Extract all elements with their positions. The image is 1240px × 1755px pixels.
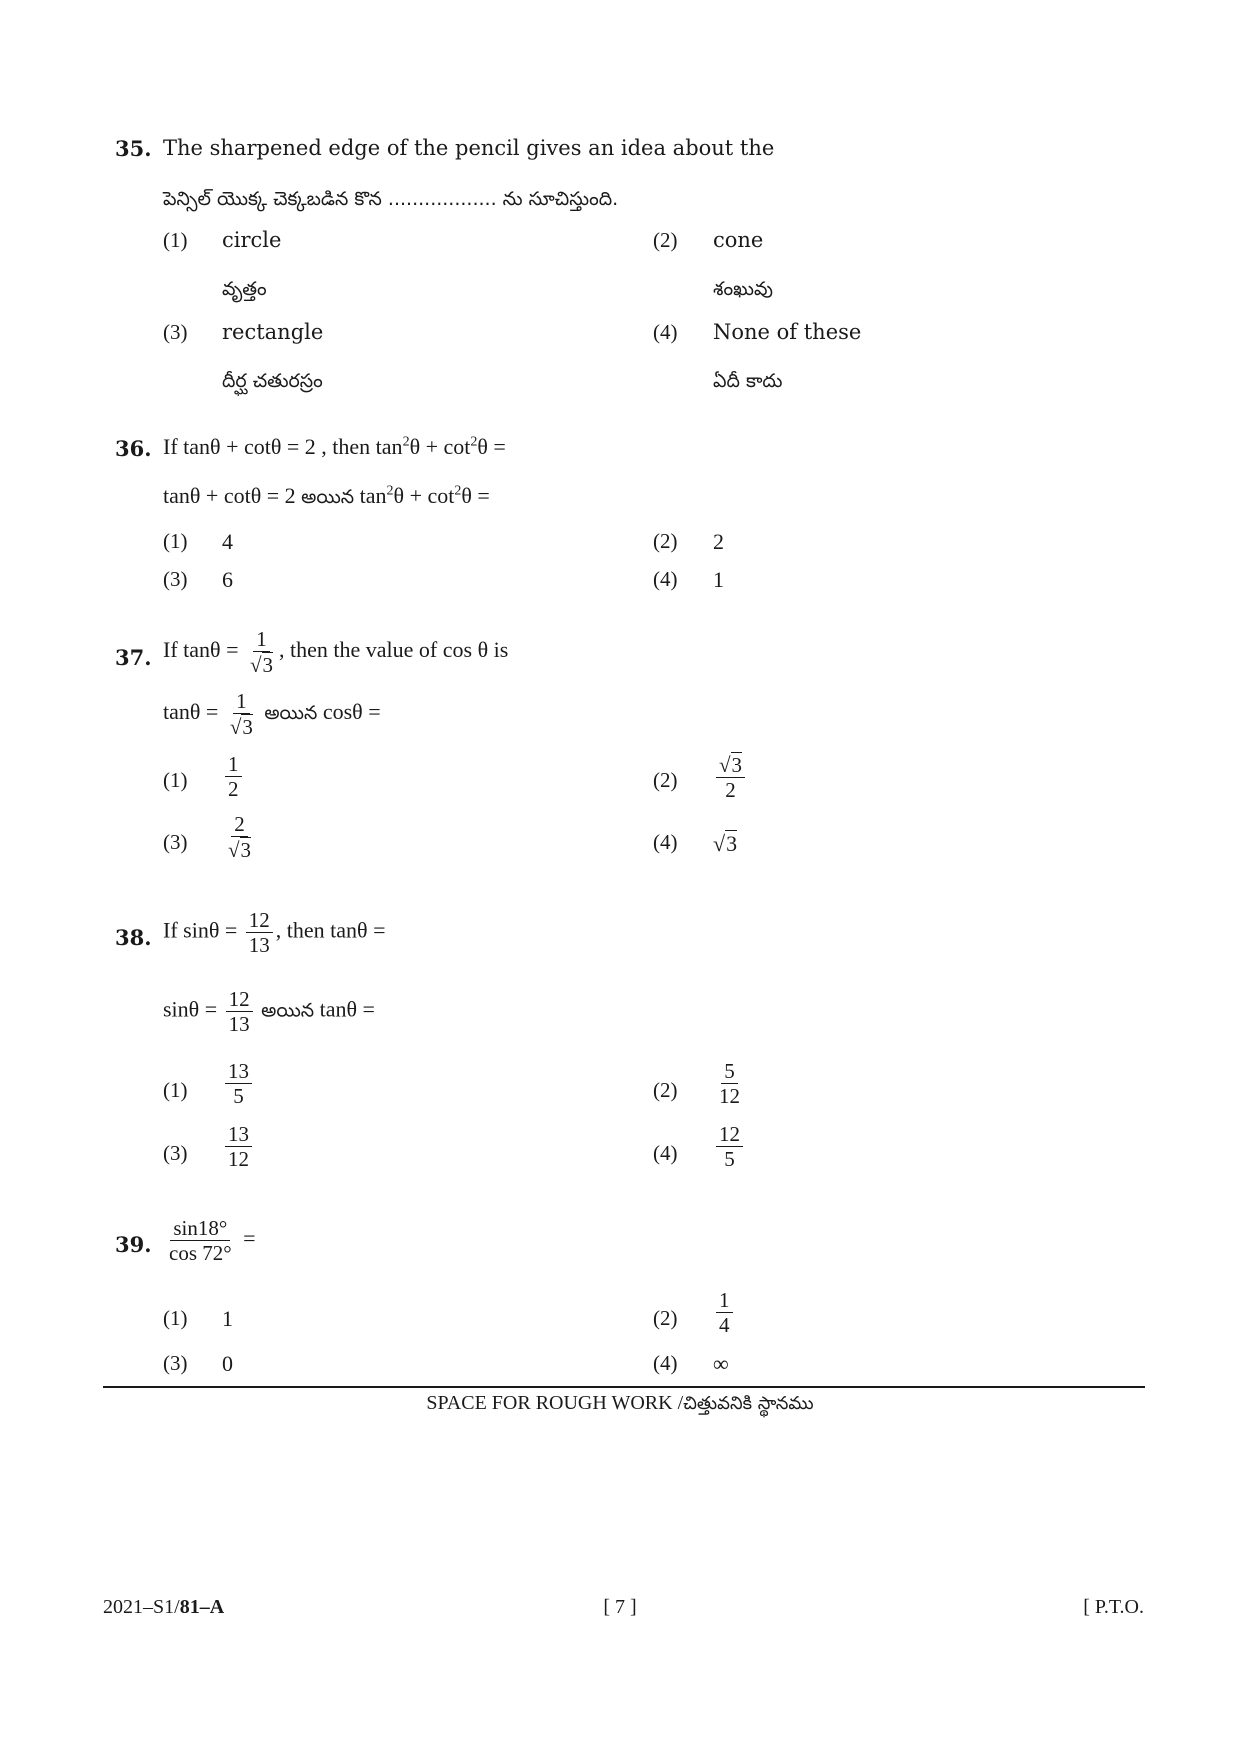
fraction [227, 689, 256, 739]
sqrt [250, 652, 273, 677]
fraction [225, 1122, 252, 1171]
question-number: 35. [115, 136, 152, 161]
option-number: (2) [653, 1078, 678, 1102]
fraction-denominator: 5 [724, 1147, 735, 1172]
fraction-numerator: 12 [246, 908, 273, 933]
option-value: 0 [222, 1351, 233, 1376]
option-number: (4) [653, 567, 678, 591]
option-value [222, 1122, 255, 1171]
superscript: 2 [470, 434, 478, 450]
option-number: (1) [163, 768, 188, 792]
rough-work-label [0, 1392, 1240, 1418]
option-number: (2) [653, 768, 678, 792]
sqrt-sign: √ [228, 838, 240, 863]
sqrt-radicand: 3 [242, 715, 253, 740]
option-text-te: ఏదీ కాదు [713, 370, 783, 392]
fraction [225, 812, 254, 862]
fraction [225, 752, 242, 801]
option-value [713, 830, 737, 857]
sqrt-sign: √ [249, 653, 262, 678]
sqrt-sign: √ [719, 753, 731, 777]
question-stem-en [163, 627, 508, 677]
fraction-denominator [247, 652, 276, 677]
fraction-denominator: 2 [228, 777, 239, 802]
stem-part: If sinθ = [163, 917, 238, 943]
option-value [222, 752, 245, 801]
question-number: 39. [115, 1232, 152, 1257]
stem-part: tan [359, 483, 387, 508]
option-number: (4) [653, 320, 678, 344]
paper-code-suffix: 81–A [179, 1596, 225, 1618]
fraction [716, 752, 745, 802]
question-stem-en [163, 908, 385, 957]
fraction [716, 1059, 743, 1108]
stem-part: tanθ = [163, 699, 219, 725]
stem-part: θ + cot [409, 434, 471, 459]
page-number: [ 7 ] [603, 1596, 637, 1618]
option-text-en: cone [713, 228, 764, 252]
fraction-denominator [225, 837, 254, 862]
option-value: ∞ [713, 1351, 729, 1376]
stem-part: cosθ = [322, 699, 381, 725]
fraction-denominator: 5 [233, 1084, 244, 1109]
option-text-en: circle [222, 228, 282, 252]
question-number: 38. [115, 925, 152, 950]
option-number: (4) [653, 1351, 678, 1375]
option-value [713, 1122, 746, 1171]
fraction [716, 1122, 743, 1171]
option-value [713, 1059, 746, 1108]
option-number: (4) [653, 830, 678, 854]
option-text-en: rectangle [222, 320, 324, 344]
sqrt [230, 714, 253, 739]
question-stem-en: The sharpened edge of the pencil gives an idea about the [163, 136, 775, 160]
stem-te-word: అయిన [301, 486, 355, 508]
fraction-denominator: 13 [228, 1012, 250, 1037]
fraction-denominator [227, 714, 256, 739]
stem-part: θ = [461, 483, 490, 508]
stem-part: , then the value of cos θ is [279, 637, 509, 663]
option-number: (3) [163, 1351, 188, 1375]
stem-part: , then tanθ = [275, 917, 386, 943]
option-number: (1) [163, 529, 188, 553]
fraction-denominator: cos 72° [169, 1241, 232, 1266]
option-value [222, 812, 257, 862]
sqrt-radicand: 3 [262, 653, 274, 678]
stem-te-word: అయిన [264, 702, 318, 725]
sqrt-radicand: 3 [240, 838, 252, 863]
question-stem-te [163, 689, 381, 739]
fraction [247, 627, 276, 677]
stem-part: sinθ = [163, 996, 218, 1022]
option-value: 6 [222, 567, 233, 592]
superscript: 2 [386, 483, 394, 499]
fraction-denominator: 2 [725, 778, 736, 803]
question-stem [163, 1216, 256, 1265]
option-text-te: శంఖువు [713, 278, 773, 300]
option-text-te: దీర్ఘ చతురస్రం [222, 370, 323, 392]
question-number: 37. [115, 645, 152, 670]
question-stem-en [163, 434, 506, 460]
divider [103, 1386, 1145, 1388]
fraction-numerator: 13 [225, 1122, 252, 1147]
fraction-numerator: 12 [716, 1122, 743, 1147]
rough-work-en: SPACE FOR ROUGH WORK / [426, 1392, 684, 1414]
question-stem-te [163, 987, 375, 1036]
fraction-denominator: 12 [228, 1147, 249, 1172]
option-value [713, 1288, 736, 1337]
question-stem-te: పెన్సిల్ యొక్క చెక్కబడిన కొన .................. ను సూచిస్తుంది. [163, 188, 619, 210]
superscript: 2 [402, 434, 410, 450]
stem-te-word: అయిన [261, 999, 315, 1022]
fraction [166, 1216, 235, 1265]
fraction-numerator: 12 [226, 987, 253, 1012]
fraction-numerator: 13 [225, 1059, 252, 1084]
sqrt [719, 752, 742, 777]
option-value: 4 [222, 529, 233, 554]
option-number: (3) [163, 567, 188, 591]
paper-code-prefix: 2021–S1/ [103, 1596, 180, 1618]
stem-part: If tanθ = [163, 637, 239, 663]
sqrt [713, 830, 737, 857]
fraction-denominator: 13 [248, 933, 270, 958]
fraction-numerator: 1 [716, 1288, 733, 1313]
option-number: (3) [163, 830, 188, 854]
option-text-en: None of these [713, 320, 862, 344]
option-number: (2) [653, 1306, 678, 1330]
pto-label: [ P.T.O. [1083, 1596, 1144, 1618]
stem-part: tanθ + cotθ = 2 [163, 483, 296, 508]
rough-work-te: చిత్తువనికి స్థానము [683, 1393, 814, 1414]
fraction [225, 1059, 252, 1108]
fraction-numerator: 1 [225, 752, 242, 777]
sqrt [228, 837, 251, 862]
stem-part: θ = [477, 434, 506, 459]
option-value: 2 [713, 529, 724, 554]
fraction [716, 1288, 733, 1337]
fraction-denominator: 4 [719, 1313, 730, 1338]
option-number: (1) [163, 1078, 188, 1102]
stem-part: tanθ = [319, 996, 375, 1022]
option-value [222, 1059, 255, 1108]
option-value [713, 752, 748, 802]
sqrt-radicand: 3 [731, 753, 743, 777]
fraction-numerator: sin18° [170, 1216, 230, 1241]
question-stem-te [163, 483, 490, 513]
stem-part: If tanθ + cotθ = 2 , then tan [163, 434, 403, 459]
option-number: (1) [163, 228, 188, 252]
sqrt-radicand: 3 [726, 831, 738, 856]
fraction-numerator: 2 [231, 812, 248, 837]
fraction-numerator: 5 [721, 1059, 738, 1084]
stem-part: = [243, 1225, 256, 1251]
option-number: (3) [163, 1141, 188, 1165]
fraction-numerator: 1 [253, 627, 270, 652]
option-value: 1 [713, 567, 724, 592]
fraction-denominator: 12 [719, 1084, 740, 1109]
option-number: (3) [163, 320, 188, 344]
option-number: (1) [163, 1306, 188, 1330]
option-value: 1 [222, 1306, 233, 1331]
sqrt-sign: √ [713, 831, 726, 856]
fraction [226, 987, 253, 1036]
question-number: 36. [115, 436, 152, 461]
fraction-numerator [716, 752, 745, 778]
superscript: 2 [454, 483, 462, 499]
stem-part: θ + cot [393, 483, 455, 508]
fraction [246, 908, 273, 957]
option-number: (2) [653, 228, 678, 252]
sqrt-sign: √ [229, 715, 242, 740]
option-number: (4) [653, 1141, 678, 1165]
option-text-te: వృత్తం [222, 278, 267, 300]
fraction-numerator: 1 [233, 689, 250, 714]
option-number: (2) [653, 529, 678, 553]
